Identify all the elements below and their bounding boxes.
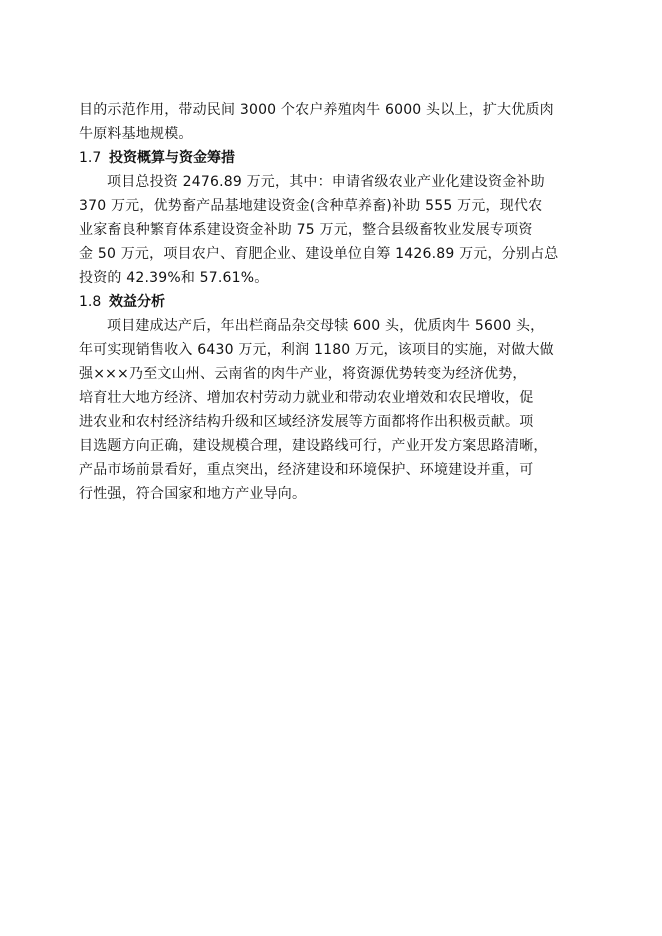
paragraph-line: 目选题方向正确，建设规模合理，建设路线可行，产业开发方案思路清晰，: [79, 438, 548, 454]
section-title: 投资概算与资金筹措: [109, 150, 235, 166]
paragraph-line: 项目总投资 2476.89 万元，其中：申请省级农业产业化建设资金补助: [107, 174, 545, 190]
document-body: [79, 98, 584, 506]
paragraph-line: 目的示范作用，带动民间 3000 个农户养殖肉牛 6000 头以上，扩大优质肉: [79, 102, 554, 118]
paragraph-line: 进农业和农村经济结构升级和区域经济发展等方面都将作出积极贡献。项: [79, 414, 534, 430]
paragraph-line: 金 50 万元，项目农户、育肥企业、建设单位自筹 1426.89 万元，分别占总: [79, 246, 559, 262]
investment-paragraph: [79, 170, 584, 290]
paragraph-line: 牛原料基地规模。: [79, 126, 193, 142]
benefit-paragraph: [79, 314, 584, 506]
section-heading-1-8: [79, 290, 584, 314]
paragraph-line: 产品市场前景看好，重点突出，经济建设和环境保护、环境建设并重，可: [79, 462, 534, 478]
paragraph-line: 行性强，符合国家和地方产业导向。: [79, 486, 307, 502]
paragraph-line: 项目建成达产后，年出栏商品杂交母犊 600 头，优质肉牛 5600 头，: [107, 318, 545, 334]
paragraph-line: 培育壮大地方经济、增加农村劳动力就业和带动农业增效和农民增收，促: [79, 390, 534, 406]
section-number: 1.8: [79, 294, 102, 310]
intro-paragraph: [79, 98, 584, 146]
section-heading-1-7: [79, 146, 584, 170]
paragraph-line: 业家畜良种繁育体系建设资金补助 75 万元，整合县级畜牧业发展专项资: [79, 222, 533, 238]
paragraph-line: 370 万元，优势畜产品基地建设资金(含种草养畜)补助 555 万元，现代农: [79, 198, 543, 214]
section-title: 效益分析: [109, 294, 165, 310]
paragraph-line: 强×××乃至文山州、云南省的肉牛产业，将资源优势转变为经济优势，: [79, 366, 527, 382]
paragraph-line: 年可实现销售收入 6430 万元，利润 1180 万元，该项目的实施，对做大做: [79, 342, 554, 358]
paragraph-line: 投资的 42.39%和 57.61%。: [79, 270, 269, 286]
section-number: 1.7: [79, 150, 102, 166]
